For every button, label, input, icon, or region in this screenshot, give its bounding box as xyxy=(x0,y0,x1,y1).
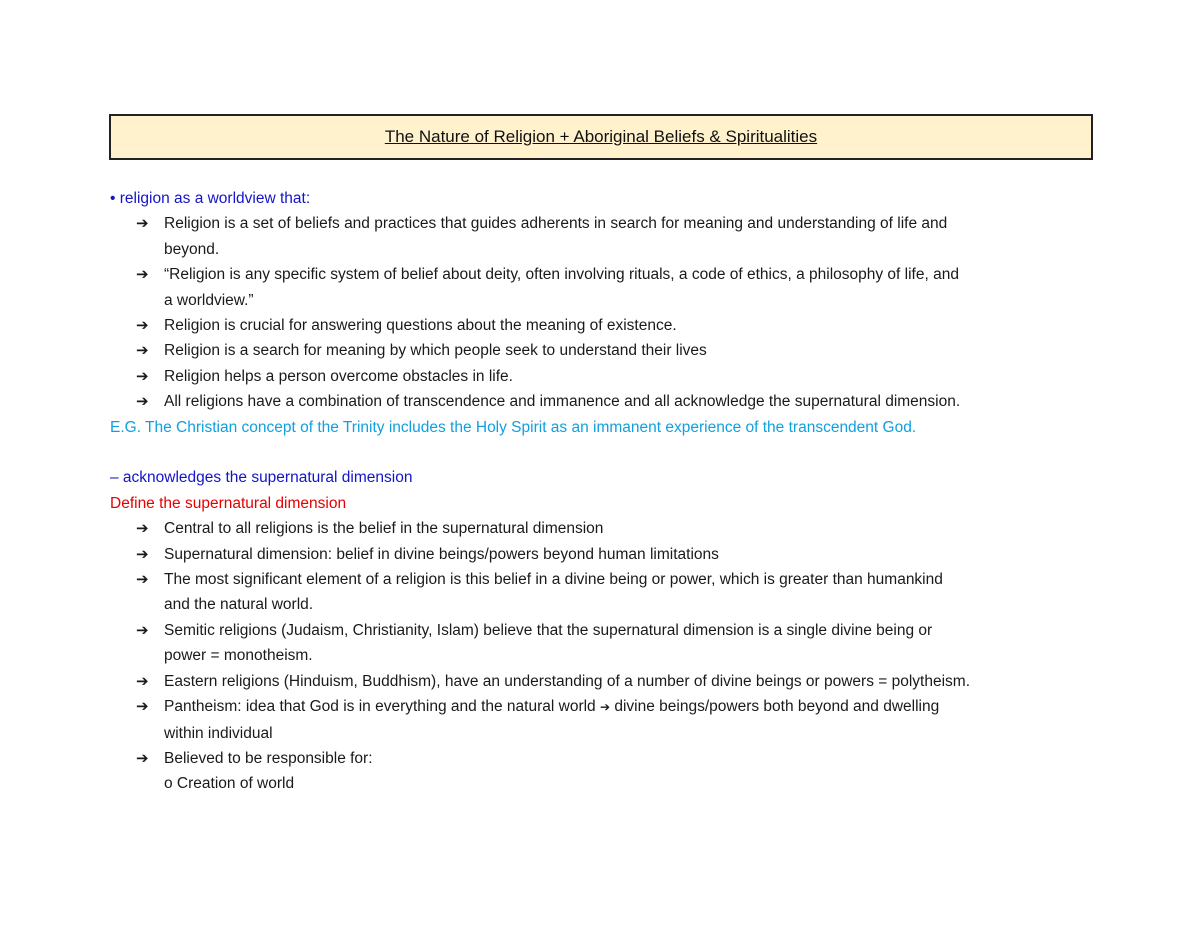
list-item xyxy=(110,262,1110,287)
list-item-text: Religion helps a person overcome obstacles in life. xyxy=(164,367,513,385)
list-item xyxy=(110,542,1110,567)
list-item xyxy=(110,211,1110,236)
list-item-text: Semitic religions (Judaism, Christianity, Islam) believe that the supernatural dimension is a single divine being or xyxy=(164,621,933,639)
sub-list-item: o Creation of world xyxy=(164,775,295,793)
list-item-text: Religion is crucial for answering questions about the meaning of existence. xyxy=(164,317,677,335)
inline-arrow-icon: ➔ xyxy=(599,700,611,715)
section-spacer xyxy=(110,440,1110,465)
section1-heading: • religion as a worldview that: xyxy=(110,190,311,207)
list-item-continuation: and the natural world. xyxy=(164,596,314,614)
list-item-text: Religion is a set of beliefs and practices that guides adherents in search for meaning and understanding of life and xyxy=(164,215,948,233)
pantheism-text-end: divine beings/powers both beyond and dwelling xyxy=(614,698,940,716)
example-text: E.G. The Christian concept of the Trinity includes the Holy Spirit as an immanent experience of the transcendent God. xyxy=(110,418,917,436)
list-item-text: Religion is a search for meaning by which people seek to understand their lives xyxy=(164,342,707,360)
arrow-icon: ➔ xyxy=(136,342,149,360)
list-item-text: Believed to be responsible for: xyxy=(164,749,373,767)
pantheism-text-start: Pantheism: idea that God is in everything and the natural world xyxy=(164,698,596,716)
list-item-text: Eastern religions (Hinduism, Buddhism), have an understanding of a number of divine beings or powers = polytheism. xyxy=(164,672,970,690)
list-item-text: Central to all religions is the belief in the supernatural dimension xyxy=(164,520,604,538)
arrow-icon: ➔ xyxy=(136,545,149,563)
arrow-icon: ➔ xyxy=(136,266,149,284)
list-item-text: The most significant element of a religion is this belief in a divine being or power, which is greater than humankind xyxy=(164,571,943,589)
list-item xyxy=(110,618,1110,643)
arrow-icon: ➔ xyxy=(136,621,149,639)
list-item xyxy=(110,746,1110,771)
list-item-continuation: power = monotheism. xyxy=(164,647,313,665)
arrow-icon: ➔ xyxy=(136,672,149,690)
list-item xyxy=(110,694,1110,720)
arrow-icon: ➔ xyxy=(136,367,149,385)
arrow-icon: ➔ xyxy=(136,393,149,411)
list-item xyxy=(110,669,1110,694)
arrow-icon: ➔ xyxy=(136,571,149,589)
arrow-icon: ➔ xyxy=(136,215,149,233)
notes-content xyxy=(110,186,1110,797)
arrow-icon: ➔ xyxy=(136,520,149,538)
section2-heading: – acknowledges the supernatural dimension xyxy=(110,469,413,487)
list-item-text: “Religion is any specific system of belief about deity, often involving rituals, a code of ethics, a philosophy of life, and xyxy=(164,266,959,284)
list-item xyxy=(110,364,1110,389)
list-item-text: All religions have a combination of transcendence and immanence and all acknowledge the supernatural dimension. xyxy=(164,393,961,411)
list-item-text: Supernatural dimension: belief in divine beings/powers beyond human limitations xyxy=(164,545,719,563)
list-item xyxy=(110,313,1110,338)
list-item xyxy=(110,567,1110,592)
arrow-icon: ➔ xyxy=(136,317,149,335)
list-item-text xyxy=(164,694,1110,720)
list-item-continuation: beyond. xyxy=(164,240,220,258)
arrow-icon: ➔ xyxy=(136,749,149,767)
page-title: The Nature of Religion + Aboriginal Beliefs & Spiritualities xyxy=(384,127,818,146)
list-item xyxy=(110,389,1110,414)
arrow-icon: ➔ xyxy=(136,698,149,716)
list-item-continuation: a worldview.” xyxy=(164,291,254,309)
list-item-continuation: within individual xyxy=(164,724,273,742)
list-item xyxy=(110,516,1110,541)
list-item xyxy=(110,338,1110,363)
title-box xyxy=(109,114,1093,160)
section2-subheading: Define the supernatural dimension xyxy=(110,494,347,512)
